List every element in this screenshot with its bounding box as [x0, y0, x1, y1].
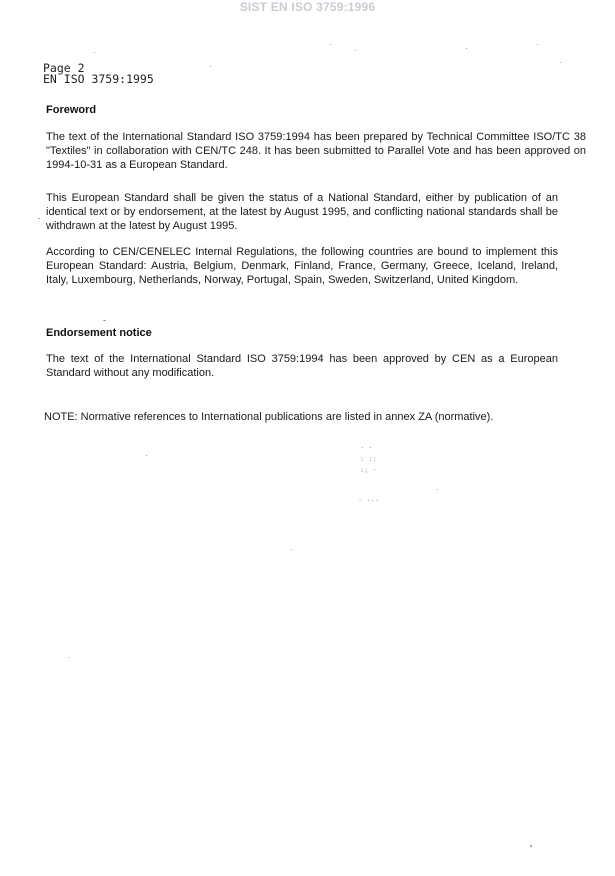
foreword-paragraph-1: The text of the International Standard ISO 3759:1994 has been prepared by Technical Committee ISO/TC 38 "Textiles" in collaboration with CEN/TC 248. It has been submitted to Parallel Vote and has been approved on 1994-10-31 as a European Standard. [46, 131, 586, 171]
scan-speck [146, 455, 147, 456]
endorsement-paragraph: The text of the International Standard ISO 3759:1994 has been approved by CEN as a European Standard without any modification. [46, 353, 558, 379]
foreword-heading: Foreword [46, 104, 97, 116]
document-id: EN ISO 3759:1995 [43, 72, 154, 86]
scan-speck [291, 549, 292, 550]
scan-speck [94, 52, 95, 53]
scan-speck [437, 489, 438, 490]
scan-speck [103, 320, 106, 321]
scan-speck [210, 66, 211, 67]
scan-speck [537, 44, 538, 45]
scan-smudge: : :: [360, 455, 377, 463]
endorsement-heading: Endorsement notice [46, 327, 152, 339]
scan-speck [530, 845, 532, 847]
scan-speck [68, 657, 69, 658]
foreword-paragraph-2: This European Standard shall be given the status of a National Standard, either by publication of an identical text or by endorsement, at the latest by August 1995, and conflicting national standards shall be withdrawn at the latest by August 1995. [46, 192, 558, 232]
scan-smudge: · · [360, 444, 373, 452]
scan-speck [560, 62, 561, 63]
page-number: Page 2 [43, 61, 85, 75]
scan-speck [330, 44, 331, 45]
scan-smudge: · ··· [358, 497, 380, 505]
document-watermark: SIST EN ISO 3759:1996 [239, 0, 376, 14]
scan-speck [466, 48, 467, 49]
normative-references-note: NOTE: Normative references to International publications are listed in annex ZA (normative). [44, 411, 494, 423]
scan-smudge: :; · [360, 466, 377, 474]
foreword-paragraph-3: According to CEN/CENELEC Internal Regulations, the following countries are bound to implement this European Standard: Austria, Belgium, Denmark, Finland, France, Germany, Greece, Iceland, Ireland, Italy, Luxembourg, Netherlands, Norway, Portugal, Spain, Sweden, Switzerland, United Kingdom. [46, 246, 558, 286]
scan-speck [355, 50, 356, 51]
scan-speck [38, 218, 40, 219]
